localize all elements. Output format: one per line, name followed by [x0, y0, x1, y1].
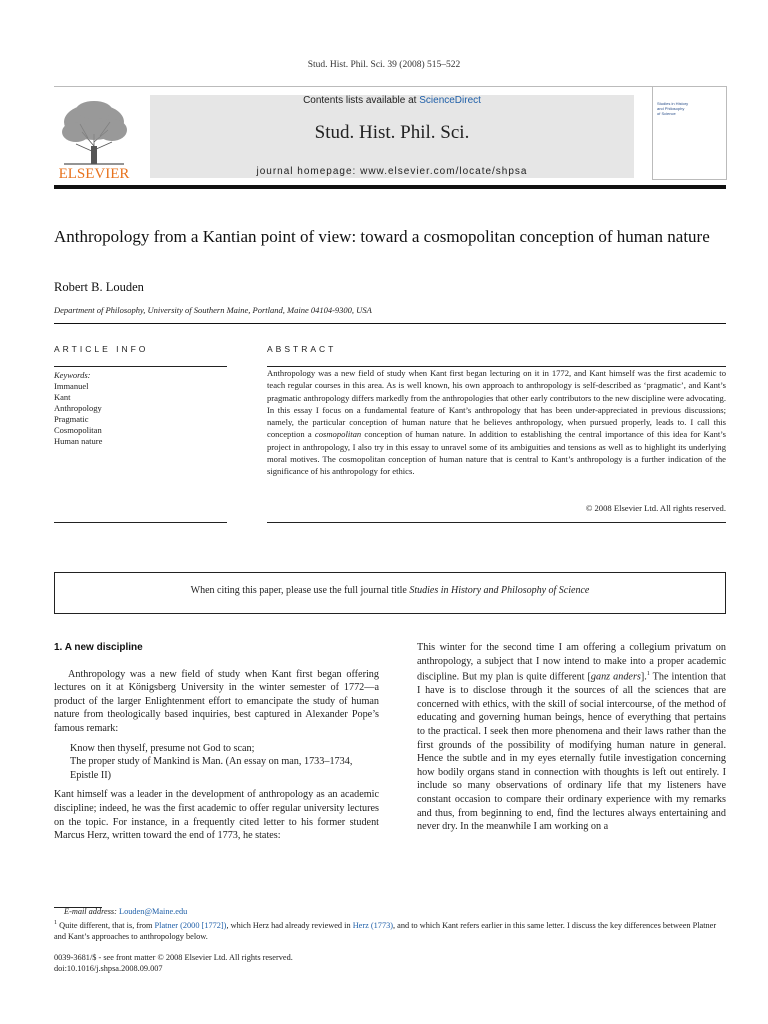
block-quote: Know then thyself, presume not God to scan; The proper study of Mankind is Man. (An essay on man, 1733–1734, Epistle II) [70, 742, 353, 781]
title-divider [54, 323, 726, 324]
contents-prefix: Contents lists available at [303, 95, 420, 106]
citation-notice: When citing this paper, please use the full journal title Studies in History and Philosophy of Science [190, 585, 590, 596]
keyword: Cosmopolitan [54, 425, 102, 435]
keywords-list [54, 370, 102, 447]
abstract-copyright: © 2008 Elsevier Ltd. All rights reserved. [585, 503, 726, 513]
email-note: E-mail address: Louden@Maine.edu [64, 907, 188, 916]
abstract-heading: ABSTRACT [267, 344, 337, 354]
paper-title: Anthropology from a Kantian point of view: toward a cosmopolitan conception of human nature [54, 227, 710, 246]
article-info-heading: ARTICLE INFO [54, 344, 149, 354]
header-bottom-rule [54, 185, 726, 189]
kant-letter-quote: This winter for the second time I am offering a collegium privatum on anthropology, a subject that I now intend to make into a proper academic discipline. But my plan is quite different [ganz anders].$^1$ The intention that I have is to disclose through it the sources of all the sciences that are concerned with ethics, with the skill of social intercourse, of the method of educating and governing human beings, hence of everything that pertains to the practical. I seek then more phenomena and their laws rather than the first grounds of the possibility of modifying human nature in general. Hence the subtle and in my eyes eternally futile investigation concerning how bodily organs stand in connection with thoughts is left out entirely. I include so many observations of ordinary life that my listeners have constant occasion to compare their ordinary experience with my remarks and thus, from beginning to end, find the lectures always entertaining and never dry. In the meanwhile I am working on a [417, 642, 726, 833]
journal-cover-thumbnail[interactable] [652, 86, 727, 180]
section-heading: 1. A new discipline [54, 642, 143, 653]
footnotes [54, 906, 726, 942]
article-metadata [54, 952, 293, 974]
author-affiliation: Department of Philosophy, University of Southern Maine, Portland, Maine 04104-9300, USA [54, 305, 372, 315]
body-column-left [54, 641, 379, 843]
publisher-wordmark: ELSEVIER [58, 166, 130, 180]
cover-title: Studies in History and Philosophy of Science [657, 101, 689, 116]
keyword: Kant [54, 392, 71, 402]
abstract-text: Anthropology was a new field of study when Kant first began lecturing on it in 1772, and Kant himself was the first academic to teach regular courses in this area. As is well known, his own approach to anthropology is self-described as ‘pragmatic’, and Kant’s pragmatic anthropology differs markedly from the anthropologies that other early contributors to the new discipline were advocating. In this essay I focus on a fundamental feature of Kant’s anthropology that has been under-appreciated in previous discussions; namely, the particular conception of human nature that he believes anthropology, when pursued properly, leads to. I call this conception a cosmopolitan conception of human nature. In addition to establishing the central importance of this idea for Kant’s project in anthropology, I also try in this essay to unravel some of its ambiguities and tensions as well as to highlight its underlying moral motives. The cosmopolitan conception of human nature that is central to Kant’s anthropology is a further indication of the significance of his anthropology for ethics. [267, 368, 726, 477]
sciencedirect-link[interactable]: ScienceDirect [419, 95, 481, 106]
footnote-1: $^1$ Quite different, that is, from Platner (2000 [1772]), which Herz had already reviewed in Herz (1773), and to which Kant refers earlier in this same letter. I discuss the key differences between Platner and Kant’s approaches to anthropology below. [54, 919, 717, 941]
herz-reference-link[interactable]: Herz (1773) [352, 920, 394, 930]
keywords-label: Keywords: [54, 370, 91, 380]
author-name: Robert B. Louden [54, 280, 144, 294]
elsevier-tree-logo [54, 94, 134, 180]
body-paragraph: Kant himself was a leader in the development of anthropology as an academic discipline; indeed, he was the first academic to offer regular university lectures on the topic. For instance, in a frequently cited letter to his former student Marcus Herz, written toward the end of 1773, he states: [54, 789, 379, 842]
journal-homepage[interactable]: journal homepage: www.elsevier.com/locate/shpsa [256, 166, 528, 177]
contents-availability [150, 95, 634, 106]
abstract-bottom-rule [267, 522, 726, 523]
article-info-rule [54, 366, 227, 367]
keyword: Anthropology [54, 403, 102, 413]
journal-title: Stud. Hist. Phil. Sci. [314, 122, 470, 143]
keyword: Pragmatic [54, 414, 89, 424]
body-paragraph: Anthropology was a new field of study when Kant first began offering lectures on it at Königsberg University in the winter semester of 1772—a product of the larger Enlightenment effort to emancipate the study of human nature from theologically based inquiries, best captured in Alexander Pope’s famous remark: [54, 668, 379, 734]
issn-line: 0039-3681/$ - see front matter © 2008 Elsevier Ltd. All rights reserved. [54, 953, 293, 962]
doi-line[interactable]: doi:10.1016/j.shpsa.2008.09.007 [54, 964, 163, 973]
email-link[interactable]: Louden@Maine.edu [119, 907, 188, 916]
keyword: Immanuel [54, 381, 89, 391]
header-top-rule [54, 86, 726, 87]
journal-citation: Stud. Hist. Phil. Sci. 39 (2008) 515–522 [307, 60, 461, 70]
body-column-right [417, 641, 726, 834]
keyword: Human nature [54, 436, 103, 446]
article-info-bottom-rule [54, 522, 227, 523]
platner-reference-link[interactable]: Platner (2000 [1772]) [154, 920, 227, 930]
footnote-marker[interactable]: 1 [646, 671, 650, 678]
